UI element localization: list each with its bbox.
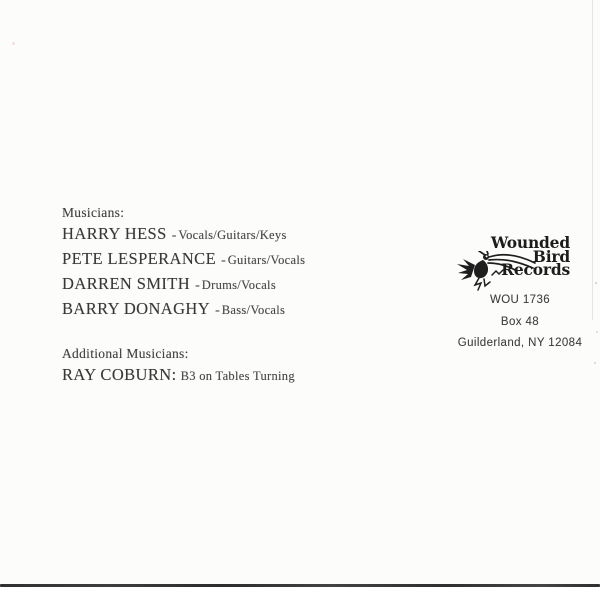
address-box: Box 48 bbox=[500, 315, 540, 328]
scan-noise-speck bbox=[595, 282, 597, 284]
musician-name: PETE LESPERANCE bbox=[62, 249, 217, 268]
logo-line-bird: Bird bbox=[532, 246, 570, 266]
logo-line-wounded: Wounded bbox=[490, 233, 570, 252]
scan-noise-speck bbox=[596, 331, 598, 333]
scan-noise-speck bbox=[594, 362, 596, 364]
additional-musician-credit-row bbox=[62, 363, 305, 388]
musician-credit-row bbox=[62, 247, 305, 272]
record-label-logo-text bbox=[490, 233, 570, 279]
scan-noise-speck bbox=[12, 42, 15, 45]
musician-credit-row bbox=[62, 272, 305, 297]
musician-role: B3 on Tables Turning bbox=[180, 369, 295, 383]
musician-name: HARRY HESS bbox=[62, 224, 167, 243]
credit-separator: - bbox=[215, 303, 220, 318]
credits-block bbox=[62, 203, 305, 388]
logo-line-records: Records bbox=[501, 260, 570, 279]
credit-separator: - bbox=[221, 253, 226, 268]
address-city: Guilderland, NY 12084 bbox=[457, 337, 583, 349]
record-label-address bbox=[440, 294, 600, 359]
musician-role: Bass/Vocals bbox=[221, 303, 286, 317]
musician-role: Guitars/Vocals bbox=[227, 253, 306, 267]
scan-right-edge bbox=[592, 0, 593, 320]
musician-role: Drums/Vocals bbox=[201, 278, 276, 292]
musician-name: RAY COBURN: bbox=[62, 365, 177, 384]
musician-credit-row bbox=[62, 222, 305, 247]
musician-name: BARRY DONAGHY bbox=[62, 299, 211, 318]
musician-name: DARREN SMITH bbox=[62, 274, 191, 293]
catalog-number: WOU 1736 bbox=[489, 294, 551, 306]
credit-separator: - bbox=[171, 228, 177, 243]
scan-bottom-margin bbox=[0, 587, 600, 592]
musician-role: Vocals/Guitars/Keys bbox=[178, 228, 287, 242]
musicians-section-title: Musicians: bbox=[62, 205, 125, 220]
additional-musicians-section-title: Additional Musicians: bbox=[62, 346, 189, 361]
credit-separator: - bbox=[195, 278, 200, 293]
musician-credit-row bbox=[62, 297, 305, 322]
